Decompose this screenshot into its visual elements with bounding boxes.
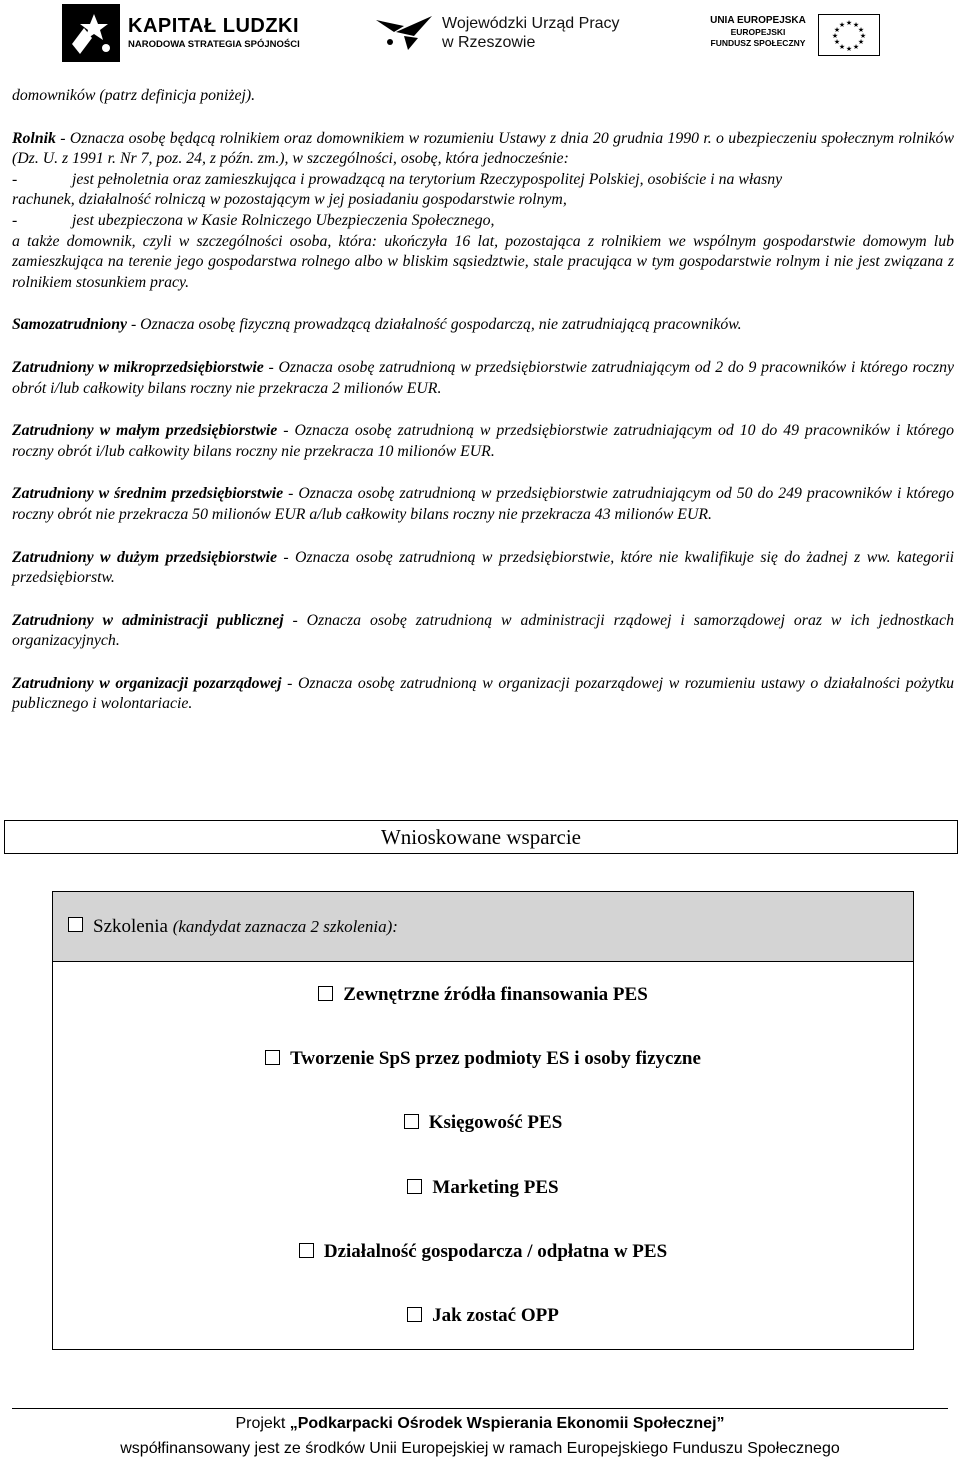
term-mikro: Zatrudniony w mikroprzedsiębiorstwie [12,358,264,376]
footer-divider [12,1408,948,1409]
svg-text:★: ★ [857,38,865,46]
text-rolnik: - Oznacza osobę będącą rolnikiem oraz domownikiem w rozumieniu Ustawy z dnia 20 grudnia 1990 r. o ubezpieczeniu społecznym rolników (Dz. U. z 1991 r. Nr 7, poz. 24, z późn. zm.), w szczególności, osobę, która jednocześnie: [12,129,954,168]
training-box [52,891,914,1350]
svg-text:★: ★ [852,43,860,51]
rolnik-point-1: - jest pełnoletnia oraz zamieszkująca i prowadzącą na terytorium Rzeczypospolitej Polskiej, osobiście i na własny [12,170,954,191]
kapital-ludzki-title: KAPITAŁ LUDZKI [128,15,300,37]
eu-efs-logo [708,14,880,56]
rolnik-point-1-cont: rachunek, działalność rolniczą w pozostającym w jej posiadaniu gospodarstwie rolnym, [12,191,567,209]
definition-administracja: Zatrudniony w administracji publicznej - Oznacza osobę zatrudnioną w administracji rządowej i samorządowej oraz w ich jednostkach organizacyjnych. [12,611,954,650]
svg-text:★: ★ [838,21,846,29]
option-checkbox[interactable] [265,1050,280,1065]
wup-rzeszow-logo [374,12,620,54]
wup-name-line1: Wojewódzki Urząd Pracy [442,15,620,32]
training-option: Tworzenie SpS przez podmioty ES i osoby fizyczne [53,1047,913,1071]
wup-bird-icon [374,12,438,54]
eu-line1: UNIA EUROPEJSKA [710,15,806,26]
rolnik-point-2: - jest ubezpieczona w Kasie Rolniczego Ubezpieczenia Społecznego, [12,211,954,232]
kapital-ludzki-subtitle: NARODOWA STRATEGIA SPÓJNOŚCI [128,39,300,50]
rolnik-domownik: a także domownik, czyli w szczególności osoba, która: ukończyła 16 lat, pozostająca z rolnikiem we wspólnym gospodarstwie domowym lub zamieszkująca na terenie jego gospodarstwa rolnego albo w bliskim sąsiedztwie, stale pracująca w tym gospodarstwie rolnym i nie jest związana z rolnikiem stosunkiem pracy. [12,232,954,291]
svg-text:★: ★ [857,26,865,34]
eu-line3: FUNDUSZ SPOŁECZNY [710,38,806,48]
definition-mikro: Zatrudniony w mikroprzedsiębiorstwie - Oznacza osobę zatrudnioną w przedsiębiorstwie zatrudniającym od 2 do 9 pracowników i którego roczny obrót i/lub całkowity bilans roczny nie przekracza 2 milionów EUR. [12,358,954,397]
training-checkbox[interactable] [68,917,83,932]
definition-rolnik [12,129,954,170]
training-header [53,892,913,962]
svg-text:★: ★ [833,26,841,34]
definitions-section [12,86,954,715]
definition-sredni: Zatrudniony w średnim przedsiębiorstwie - Oznacza osobę zatrudnioną w przedsiębiorstwie zatrudniającym od 50 do 249 pracowników i którego roczny obrót nie przekracza 50 milionów EUR a/lub całkowity bilans roczny nie przekracza 43 milionów EUR. [12,485,954,523]
definition-duzy: Zatrudniony w dużym przedsiębiorstwie - Oznacza osobę zatrudnioną w przedsiębiorstwie, które nie kwalifikuje się do żadnej z ww. kategorii przedsiębiorstw. [12,548,954,587]
kapital-ludzki-emblem-icon [62,4,120,62]
footer-project-name: „Podkarpacki Ośrodek Wspierania Ekonomii Społecznej” [289,1415,725,1432]
training-option: Jak zostać OPP [53,1304,913,1328]
term-maly: Zatrudniony w małym przedsiębiorstwie [12,422,278,440]
term-sredni: Zatrudniony w średnim przedsiębiorstwie [12,485,284,503]
training-option: Marketing PES [53,1176,913,1200]
wup-name-line2: w Rzeszowie [442,34,536,51]
page-footer [0,1411,960,1458]
term-administracja: Zatrudniony w administracji publicznej [12,611,284,629]
training-label: Szkolenia [93,915,168,937]
definition-maly: Zatrudniony w małym przedsiębiorstwie - Oznacza osobę zatrudnioną w przedsiębiorstwie zatrudniającym od 10 do 49 pracowników i którego roczny obrót i/lub całkowity bilans roczny nie przekracza 10 milionów EUR. [12,422,954,460]
definition-samozatrudniony: Samozatrudniony - Oznacza osobę fizyczną prowadzącą działalność gospodarczą, nie zatrudniającą pracowników. [12,316,742,334]
svg-text:★: ★ [845,19,853,27]
footer-cofinanced: współfinansowany jest ze środków Unii Europejskiej w ramach Europejskiego Funduszu Społecznego [120,1440,840,1457]
option-checkbox[interactable] [318,986,333,1001]
eu-stars-icon [826,18,872,52]
term-samozatrudniony: Samozatrudniony [12,316,128,334]
section-title-wnioskowane-wsparcie: Wnioskowane wsparcie [4,820,958,854]
training-option: Księgowość PES [53,1111,913,1135]
option-checkbox[interactable] [404,1114,419,1129]
intro-fragment: domowników (patrz definicja poniżej). [12,87,256,104]
svg-text:★: ★ [838,43,846,51]
page-header [0,0,960,70]
svg-text:★: ★ [831,32,839,40]
training-option: Działalność gospodarcza / odpłatna w PES [53,1240,913,1264]
svg-text:★: ★ [859,32,867,40]
option-checkbox[interactable] [299,1243,314,1258]
eu-flag-icon [818,14,880,56]
svg-text:★: ★ [852,21,860,29]
term-duzy: Zatrudniony w dużym przedsiębiorstwie [12,548,277,566]
svg-text:★: ★ [845,45,853,52]
dash-marker: - [12,211,18,229]
kapital-ludzki-logo [62,4,300,62]
training-option: Zewnętrzne źródła finansowania PES [53,983,913,1007]
term-rolnik: Rolnik [12,129,56,147]
svg-text:★: ★ [833,38,841,46]
option-checkbox[interactable] [407,1179,422,1194]
definition-ngo: Zatrudniony w organizacji pozarządowej - Oznacza osobę zatrudnioną w organizacji pozarządowej w rozumieniu ustawy o działalności pożytku publicznego i wolontariacie. [12,674,954,713]
option-checkbox[interactable] [407,1307,422,1322]
term-ngo: Zatrudniony w organizacji pozarządowej [12,674,282,692]
dash-marker: - [12,170,18,188]
eu-line2: EUROPEJSKI [730,27,786,37]
footer-project: Projekt „Podkarpacki Ośrodek Wspierania Ekonomii Społecznej” [235,1415,725,1432]
training-hint: (kandydat zaznacza 2 szkolenia): [172,916,398,936]
